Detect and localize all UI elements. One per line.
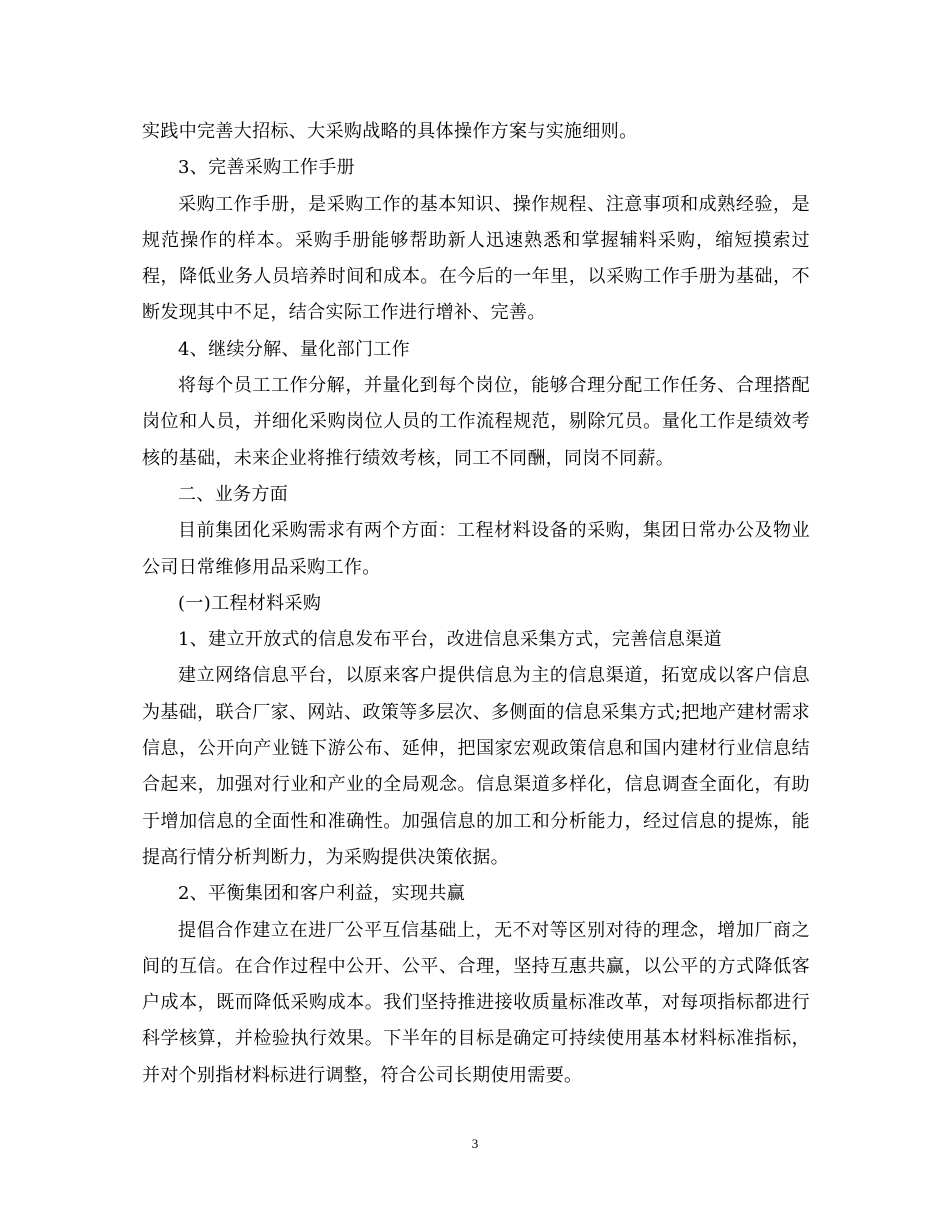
paragraph-business: 目前集团化采购需求有两个方面：工程材料设备的采购，集团日常办公及物业公司日常维修用品采购工作。 xyxy=(142,520,810,578)
paragraph-win-win: 提倡合作建立在进厂公平互信基础上，无不对等区别对待的理念，增加厂商之间的互信。在合作过程中公开、公平、合理，坚持互惠共赢，以公平的方式降低客户成本，既而降低采购成本。我们坚持推进接收质量标准改革，对每项指标都进行科学核算，并检验执行效果。下半年的目标是确定可持续使用基本材料标准指标，并对个别指材料标进行调整，符合公司长期使用需要。 xyxy=(142,919,810,1086)
paragraph-continuation: 实践中完善大招标、大采购战略的具体操作方案与实施细则。 xyxy=(142,121,638,142)
body-text xyxy=(142,114,810,1094)
heading-3-improve-manual: 3、完善采购工作手册 xyxy=(178,157,355,179)
heading-engineering-materials: (一)工程材料采购 xyxy=(178,592,322,614)
heading-2-win-win: 2、平衡集团和客户利益，实现共赢 xyxy=(178,883,466,905)
heading-4-quantify-work: 4、继续分解、量化部门工作 xyxy=(178,338,411,360)
paragraph-info-platform: 建立网络信息平台，以原来客户提供信息为主的信息渠道，拓宽成以客户信息为基础，联合厂家、网站、政策等多层次、多侧面的信息采集方式;把地产建材需求信息，公开向产业链下游公布、延伸，把国家宏观政策信息和国内建材行业信息结合起来，加强对行业和产业的全局观念。信息渠道多样化，信息调查全面化，有助于增加信息的全面性和准确性。加强信息的加工和分析能力，经过信息的提炼，能提高行情分析判断力，为采购提供决策依据。 xyxy=(142,665,810,868)
paragraph-manual: 采购工作手册，是采购工作的基本知识、操作规程、注意事项和成熟经验，是规范操作的样本。采购手册能够帮助新人迅速熟悉和掌握辅料采购，缩短摸索过程，降低业务人员培养时间和成本。在今后的一年里，以采购工作手册为基础，不断发现其中不足，结合实际工作进行增补、完善。 xyxy=(142,193,810,324)
heading-1-info-platform: 1、建立开放式的信息发布平台，改进信息采集方式，完善信息渠道 xyxy=(178,629,722,651)
heading-business: 二、业务方面 xyxy=(178,483,289,505)
paragraph-quantify: 将每个员工工作分解，并量化到每个岗位，能够合理分配工作任务、合理搭配岗位和人员，并细化采购岗位人员的工作流程规范，剔除冗员。量化工作是绩效考核的基础，未来企业将推行绩效考核，同工不同酬，同岗不同薪。 xyxy=(142,375,810,469)
page-number: 3 xyxy=(471,1136,479,1151)
